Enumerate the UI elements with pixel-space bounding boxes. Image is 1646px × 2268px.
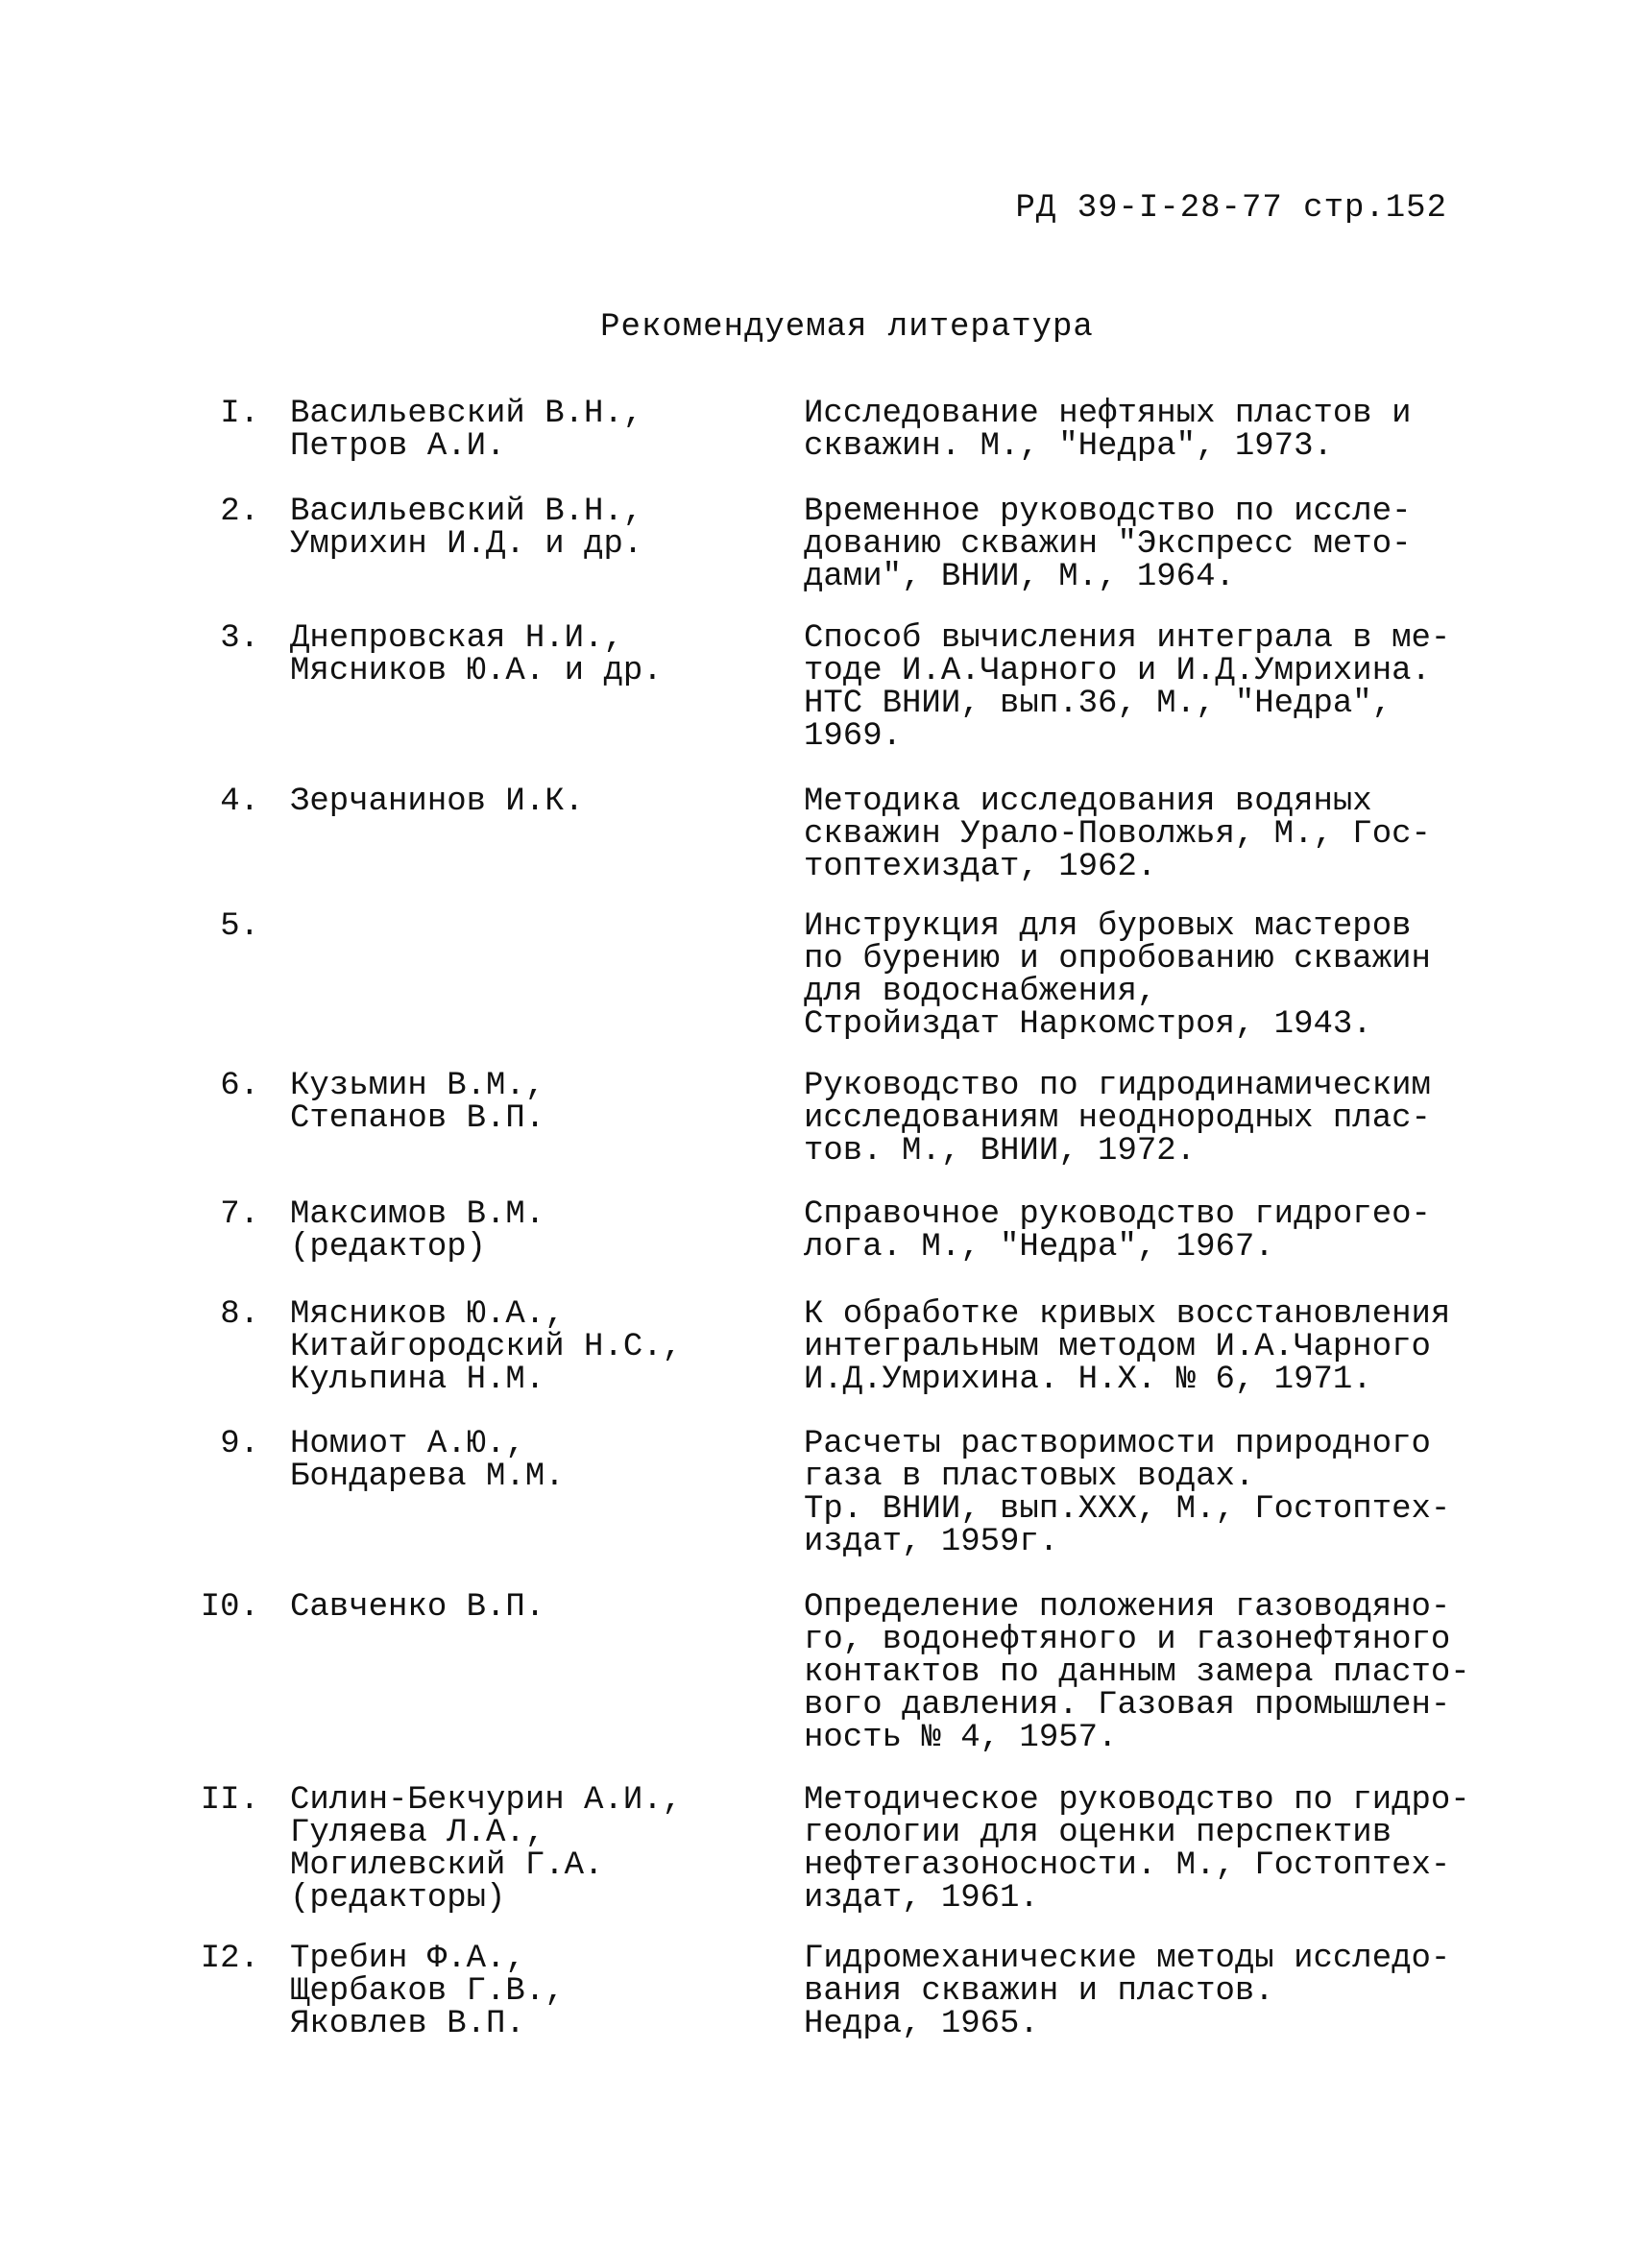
reference-title [804,1428,1495,1558]
title-line: 1969. [804,718,903,755]
author-line: Зерчанинов И.К. [290,784,585,820]
title-line: Способ вычисления интеграла в ме- [804,620,1451,657]
reference-authors [290,1784,770,1915]
reference-authors [290,1591,770,1624]
page-title: Рекомендуемая литература [600,309,1094,346]
reference-title [804,1942,1495,2040]
title-line: вого давления. Газовая промышлен- [804,1687,1451,1724]
title-line: скважин Урало-Поволжья, М., Гос- [804,816,1431,853]
author-line: Васильевский В.Н., [290,494,643,530]
author-line: Умрихин И.Д. и др. [290,526,643,563]
reference-authors [290,1428,770,1493]
title-line: газа в пластовых водах. [804,1459,1255,1495]
reference-number: 4. [220,784,259,820]
title-line: тоде И.А.Чарного и И.Д.Умрихина. [804,653,1431,689]
reference-authors [290,398,770,463]
title-line: для водоснабжения, [804,974,1157,1010]
author-line: Мясников Ю.А. и др. [290,653,663,689]
page-header: РД 39-I-28-77 стр.152 [1015,190,1447,227]
title-line: Тр. ВНИИ, вып.XXX, М., Гостоптех- [804,1491,1451,1528]
reference-number: 3. [220,620,259,657]
author-line: (редакторы) [290,1880,506,1917]
title-line: тов. М., ВНИИ, 1972. [804,1133,1197,1170]
title-line: Стройиздат Наркомстроя, 1943. [804,1006,1372,1043]
title-line: издат, 1959г. [804,1524,1059,1560]
reference-title [804,1784,1495,1915]
reference-title [804,1198,1495,1264]
author-line: Китайгородский Н.С., [290,1329,683,1365]
title-line: вания скважин и пластов. [804,1973,1274,2010]
reference-title [804,495,1495,593]
author-line: Номиот А.Ю., [290,1426,525,1462]
title-line: И.Д.Умрихина. Н.Х. № 6, 1971. [804,1362,1372,1398]
title-line: К обработке кривых восстановления [804,1296,1451,1333]
author-line: Степанов В.П. [290,1100,545,1137]
author-line: Мясников Ю.А., [290,1296,565,1333]
title-line: контактов по данным замера пласто- [804,1654,1470,1691]
title-line: топтехиздат, 1962. [804,849,1157,885]
reference-title [804,785,1495,883]
reference-number: II. [200,1782,259,1819]
reference-title [804,1591,1495,1754]
title-line: по бурению и опробованию скважин [804,941,1431,977]
author-line: (редактор) [290,1229,487,1266]
reference-authors [290,1070,770,1135]
title-line: геологии для оценки перспектив [804,1815,1392,1851]
title-line: дованию скважин "Экспресс мето- [804,526,1412,563]
title-line: Расчеты растворимости природного [804,1426,1431,1462]
title-line: Исследование нефтяных пластов и [804,396,1412,432]
title-line: лога. М., "Недра", 1967. [804,1229,1274,1266]
reference-number: 9. [220,1426,259,1462]
title-line: скважин. М., "Недра", 1973. [804,428,1333,465]
title-line: Справочное руководство гидрогео- [804,1196,1431,1233]
reference-number: I. [220,396,259,432]
title-line: Временное руководство по иссле- [804,494,1412,530]
author-line: Кульпина Н.М. [290,1362,545,1398]
title-line: Инструкция для буровых мастеров [804,908,1412,945]
title-line: НТС ВНИИ, вып.36, М., "Недра", [804,686,1392,722]
reference-number: 2. [220,494,259,530]
author-line: Савченко В.П. [290,1589,545,1626]
reference-authors [290,495,770,561]
title-line: Методика исследования водяных [804,784,1372,820]
author-line: Требин Ф.А., [290,1941,525,1977]
author-line: Могилевский Г.А. [290,1847,604,1884]
reference-authors [290,785,770,818]
author-line: Силин-Бекчурин А.И., [290,1782,683,1819]
reference-title [804,1070,1495,1168]
author-line: Бондарева М.М. [290,1459,565,1495]
reference-number: 6. [220,1068,259,1104]
reference-authors [290,1942,770,2040]
reference-number: 5. [220,908,259,945]
title-line: дами", ВНИИ, М., 1964. [804,559,1235,595]
author-line: Васильевский В.Н., [290,396,643,432]
author-line: Максимов В.М. [290,1196,545,1233]
reference-number: 7. [220,1196,259,1233]
reference-title [804,1298,1495,1396]
author-line: Гуляева Л.А., [290,1815,545,1851]
author-line: Днепровская Н.И., [290,620,623,657]
title-line: интегральным методом И.А.Чарного [804,1329,1431,1365]
title-line: издат, 1961. [804,1880,1039,1917]
reference-title [804,910,1495,1041]
title-line: Гидромеханические методы исследо- [804,1941,1451,1977]
author-line: Щербаков Г.В., [290,1973,565,2010]
reference-title [804,622,1495,753]
title-line: Недра, 1965. [804,2006,1039,2042]
reference-number: 8. [220,1296,259,1333]
reference-title [804,398,1495,463]
reference-authors [290,1198,770,1264]
title-line: исследованиям неоднородных плас- [804,1100,1431,1137]
reference-authors [290,1298,770,1396]
author-line: Яковлев В.П. [290,2006,525,2042]
title-line: го, водонефтяного и газонефтяного [804,1622,1451,1658]
title-line: Методическое руководство по гидро- [804,1782,1470,1819]
author-line: Петров А.И. [290,428,506,465]
reference-number: I0. [200,1589,259,1626]
title-line: нефтегазоносности. М., Гостоптех- [804,1847,1451,1884]
title-line: ность № 4, 1957. [804,1720,1118,1756]
title-line: Определение положения газоводяно- [804,1589,1451,1626]
author-line: Кузьмин В.М., [290,1068,545,1104]
reference-number: I2. [200,1941,259,1977]
reference-authors [290,622,770,688]
title-line: Руководство по гидродинамическим [804,1068,1431,1104]
